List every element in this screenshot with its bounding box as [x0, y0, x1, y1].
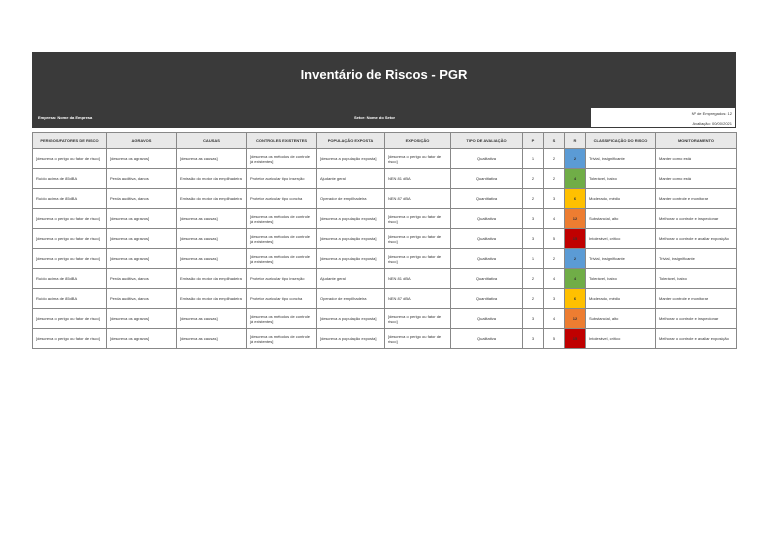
cell-causas: Emissão do motor da empilhadeira: [177, 169, 247, 189]
cell-exposicao: [descreva o perigo ou fator de risco]: [385, 149, 451, 169]
cell-perigo: [descreva o perigo ou fator de risco]: [33, 249, 107, 269]
col-header: CONTROLES EXISTENTES: [247, 133, 317, 149]
cell-p: 2: [523, 189, 544, 209]
cell-classificacao: Intolerável, crítico: [586, 229, 656, 249]
cell-perigo: [descreva o perigo ou fator de risco]: [33, 229, 107, 249]
table-row: [33, 329, 737, 349]
cell-p: 3: [523, 229, 544, 249]
cell-classificacao: Trivial, insignificante: [586, 149, 656, 169]
cell-r: 15: [565, 329, 586, 349]
info-box: [590, 107, 736, 128]
cell-populacao: Ajudante geral: [317, 169, 385, 189]
cell-populacao: Operador de empilhadeira: [317, 289, 385, 309]
cell-s: 3: [544, 189, 565, 209]
cell-controles: [descreva os métodos de controle já existentes]: [247, 229, 317, 249]
cell-classificacao: Substancial, alto: [586, 209, 656, 229]
cell-controles: [descreva os métodos de controle já existentes]: [247, 249, 317, 269]
cell-perigo: [descreva o perigo ou fator de risco]: [33, 209, 107, 229]
cell-agravos: [descreva os agravos]: [107, 149, 177, 169]
col-header: R: [565, 133, 586, 149]
cell-perigo: Ruído acima de 85dBA: [33, 169, 107, 189]
cell-controles: Protetor auricular tipo inserção: [247, 269, 317, 289]
cell-tipo: Qualitativa: [451, 209, 523, 229]
risk-inventory-table: [32, 132, 737, 349]
sector-label: Setor: Nome do Setor: [354, 115, 396, 120]
cell-populacao: [descreva a população exposta]: [317, 149, 385, 169]
cell-classificacao: Intolerável, crítico: [586, 329, 656, 349]
cell-populacao: Operador de empilhadeira: [317, 189, 385, 209]
col-header: PERIGOS/FATORES DE RISCO: [33, 133, 107, 149]
cell-agravos: [descreva os agravos]: [107, 209, 177, 229]
page-title: Inventário de Riscos - PGR: [300, 67, 468, 82]
cell-s: 2: [544, 249, 565, 269]
cell-p: 1: [523, 149, 544, 169]
cell-monitoramento: Manter como está: [656, 149, 737, 169]
col-header: AGRAVOS: [107, 133, 177, 149]
cell-causas: [descreva as causas]: [177, 229, 247, 249]
cell-tipo: Quantitativa: [451, 189, 523, 209]
cell-r: 4: [565, 169, 586, 189]
cell-controles: [descreva os métodos de controle já existentes]: [247, 329, 317, 349]
cell-classificacao: Moderado, médio: [586, 189, 656, 209]
col-header: EXPOSIÇÃO: [385, 133, 451, 149]
cell-exposicao: NEN 87 dBA: [385, 189, 451, 209]
evaluation-date: Avaliação: 00/00/2021: [692, 121, 732, 126]
cell-exposicao: [descreva o perigo ou fator de risco]: [385, 229, 451, 249]
cell-exposicao: [descreva o perigo ou fator de risco]: [385, 329, 451, 349]
cell-causas: [descreva as causas]: [177, 209, 247, 229]
col-header: CLASSIFICAÇÃO DO RISCO: [586, 133, 656, 149]
cell-classificacao: Moderado, médio: [586, 289, 656, 309]
cell-r: 6: [565, 189, 586, 209]
table-row: [33, 269, 737, 289]
cell-controles: [descreva os métodos de controle já existentes]: [247, 209, 317, 229]
cell-controles: Protetor auricular tipo concha: [247, 289, 317, 309]
cell-r: 2: [565, 249, 586, 269]
cell-classificacao: Substancial, alto: [586, 309, 656, 329]
col-header: POPULAÇÃO EXPOSTA: [317, 133, 385, 149]
cell-monitoramento: Melhorar o controle e inspecionar: [656, 209, 737, 229]
cell-tipo: Qualitativa: [451, 329, 523, 349]
cell-perigo: Ruído acima de 85dBA: [33, 289, 107, 309]
cell-populacao: [descreva a população exposta]: [317, 229, 385, 249]
cell-populacao: [descreva a população exposta]: [317, 249, 385, 269]
cell-p: 2: [523, 269, 544, 289]
table-header-row: [33, 133, 737, 149]
cell-populacao: Ajudante geral: [317, 269, 385, 289]
cell-agravos: [descreva os agravos]: [107, 229, 177, 249]
cell-s: 2: [544, 169, 565, 189]
cell-causas: [descreva as causas]: [177, 309, 247, 329]
cell-exposicao: [descreva o perigo ou fator de risco]: [385, 309, 451, 329]
cell-s: 5: [544, 329, 565, 349]
cell-s: 4: [544, 269, 565, 289]
cell-r: 4: [565, 269, 586, 289]
cell-perigo: Ruído acima de 85dBA: [33, 189, 107, 209]
cell-causas: [descreva as causas]: [177, 149, 247, 169]
col-header: MONITORAMENTO: [656, 133, 737, 149]
cell-tipo: Qualitativa: [451, 149, 523, 169]
cell-classificacao: Tolerável, baixo: [586, 269, 656, 289]
table-row: [33, 149, 737, 169]
cell-p: 3: [523, 209, 544, 229]
cell-p: 3: [523, 329, 544, 349]
table-row: [33, 289, 737, 309]
cell-p: 2: [523, 169, 544, 189]
cell-r: 15: [565, 229, 586, 249]
cell-r: 12: [565, 209, 586, 229]
cell-tipo: Qualitativa: [451, 249, 523, 269]
cell-agravos: [descreva os agravos]: [107, 249, 177, 269]
cell-monitoramento: Manter controle e monitorar: [656, 189, 737, 209]
cell-perigo: [descreva o perigo ou fator de risco]: [33, 329, 107, 349]
cell-controles: [descreva os métodos de controle já existentes]: [247, 309, 317, 329]
cell-controles: Protetor auricular tipo concha: [247, 189, 317, 209]
cell-r: 12: [565, 309, 586, 329]
cell-classificacao: Trivial, insignificante: [586, 249, 656, 269]
cell-causas: [descreva as causas]: [177, 249, 247, 269]
cell-agravos: [descreva os agravos]: [107, 309, 177, 329]
cell-exposicao: NEN 87 dBA: [385, 289, 451, 309]
table-row: [33, 209, 737, 229]
cell-causas: Emissão do motor da empilhadeira: [177, 269, 247, 289]
cell-populacao: [descreva a população exposta]: [317, 329, 385, 349]
col-header: S: [544, 133, 565, 149]
table-row: [33, 169, 737, 189]
cell-tipo: Qualitativa: [451, 229, 523, 249]
cell-monitoramento: Tolerável, baixo: [656, 269, 737, 289]
cell-tipo: Qualitativa: [451, 309, 523, 329]
cell-monitoramento: Melhorar o controle e avaliar exposição: [656, 229, 737, 249]
cell-r: 2: [565, 149, 586, 169]
col-header: P: [523, 133, 544, 149]
cell-s: 3: [544, 289, 565, 309]
cell-s: 2: [544, 149, 565, 169]
cell-monitoramento: Melhorar o controle e avaliar exposição: [656, 329, 737, 349]
cell-s: 4: [544, 209, 565, 229]
col-header: CAUSAS: [177, 133, 247, 149]
cell-s: 4: [544, 309, 565, 329]
cell-agravos: Perda auditiva, danos: [107, 269, 177, 289]
cell-perigo: [descreva o perigo ou fator de risco]: [33, 149, 107, 169]
cell-exposicao: NEN 81 dBA: [385, 269, 451, 289]
cell-perigo: [descreva o perigo ou fator de risco]: [33, 309, 107, 329]
table-row: [33, 189, 737, 209]
cell-causas: Emissão do motor da empilhadeira: [177, 289, 247, 309]
cell-exposicao: [descreva o perigo ou fator de risco]: [385, 209, 451, 229]
cell-monitoramento: Trivial, insignificante: [656, 249, 737, 269]
cell-agravos: Perda auditiva, danos: [107, 289, 177, 309]
employee-count: Nº de Empregados: 12: [691, 111, 732, 116]
cell-p: 2: [523, 289, 544, 309]
table-row: [33, 309, 737, 329]
cell-populacao: [descreva a população exposta]: [317, 209, 385, 229]
cell-controles: [descreva os métodos de controle já existentes]: [247, 149, 317, 169]
cell-tipo: Quantitativa: [451, 169, 523, 189]
cell-tipo: Quantitativa: [451, 269, 523, 289]
cell-classificacao: Tolerável, baixo: [586, 169, 656, 189]
cell-monitoramento: Melhorar o controle e inspecionar: [656, 309, 737, 329]
col-header: TIPO DE AVALIAÇÃO: [451, 133, 523, 149]
cell-controles: Protetor auricular tipo inserção: [247, 169, 317, 189]
title-banner: [32, 52, 736, 107]
cell-tipo: Quantitativa: [451, 289, 523, 309]
cell-populacao: [descreva a população exposta]: [317, 309, 385, 329]
cell-r: 6: [565, 289, 586, 309]
cell-causas: Emissão do motor da empilhadeira: [177, 189, 247, 209]
cell-exposicao: NEN 81 dBA: [385, 169, 451, 189]
cell-s: 5: [544, 229, 565, 249]
cell-perigo: Ruído acima de 85dBA: [33, 269, 107, 289]
cell-agravos: [descreva os agravos]: [107, 329, 177, 349]
cell-agravos: Perda auditiva, danos: [107, 189, 177, 209]
cell-p: 3: [523, 309, 544, 329]
cell-monitoramento: Manter como está: [656, 169, 737, 189]
table-row: [33, 249, 737, 269]
cell-causas: [descreva as causas]: [177, 329, 247, 349]
table-row: [33, 229, 737, 249]
cell-exposicao: [descreva o perigo ou fator de risco]: [385, 249, 451, 269]
cell-p: 1: [523, 249, 544, 269]
company-label: Empresa: Nome da Empresa: [38, 115, 93, 120]
cell-agravos: Perda auditiva, danos: [107, 169, 177, 189]
cell-monitoramento: Manter controle e monitorar: [656, 289, 737, 309]
